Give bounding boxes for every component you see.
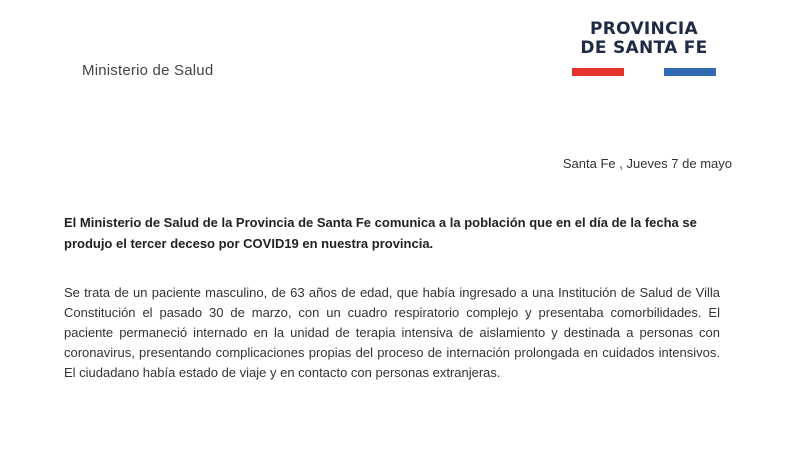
lead-paragraph: El Ministerio de Salud de la Provincia de Santa Fe comunica a la población que en el día de la fecha se produjo el tercer deceso por COVID19 en nuestra provincia. bbox=[64, 215, 697, 251]
logo-text-line-1: PROVINCIA bbox=[590, 19, 698, 39]
ministry-label: Ministerio de Salud bbox=[82, 62, 214, 79]
province-logo bbox=[572, 20, 716, 76]
logo-text-line-2: DE SANTA FE bbox=[580, 38, 708, 58]
body-paragraph: Se trata de un paciente masculino, de 63 años de edad, que había ingresado a una Institución de Salud de Villa Constitución el pasado 30 de marzo, con un cuadro respiratorio complejo y presentaba comorbilidades. El paciente permaneció internado en la unidad de terapia intensiva de aislamiento y destinada a personas con coronavirus, presentando complicaciones propias del proceso de internación prolongada en cuidados intensivos. El ciudadano había estado de viaje y en contacto con personas extranjeras. bbox=[64, 285, 720, 380]
document-date: Santa Fe , Jueves 7 de mayo bbox=[562, 156, 732, 171]
logo-blue-bar bbox=[664, 68, 716, 76]
logo-bars bbox=[572, 68, 716, 76]
logo-red-bar bbox=[572, 68, 624, 76]
